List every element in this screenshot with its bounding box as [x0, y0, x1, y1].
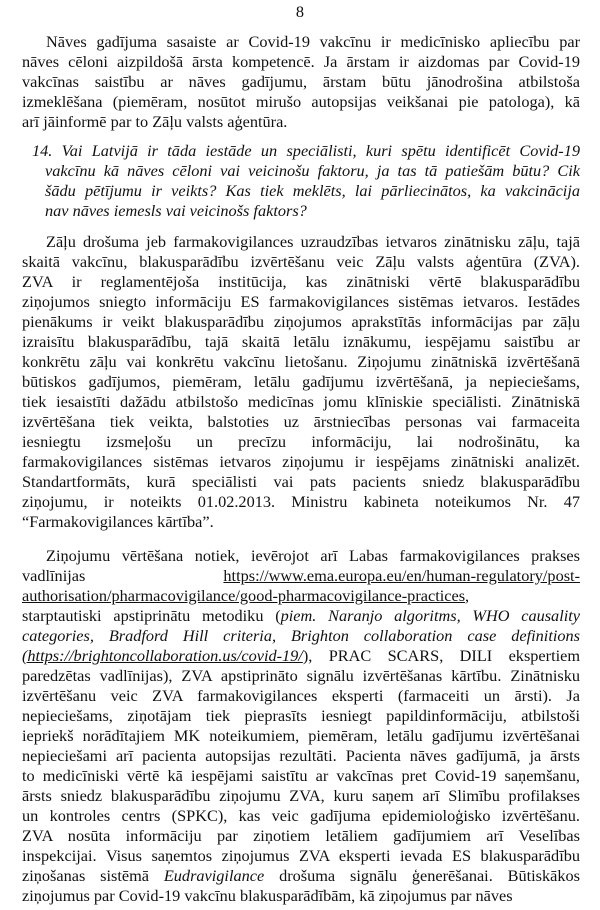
text-line	[22, 606, 580, 626]
text-segment: vadlīnijas	[22, 566, 224, 585]
text-line	[22, 546, 580, 566]
text-segment: “Farmakovigilances kārtība”.	[22, 512, 214, 531]
text-line	[22, 32, 580, 52]
text-line	[22, 332, 580, 352]
text-line	[22, 586, 580, 606]
text-line	[22, 492, 580, 512]
text-segment: ), PRAC SCARS, DILI ekspertiem	[302, 646, 580, 665]
text-line	[22, 412, 580, 432]
text-line	[22, 866, 580, 886]
text-line	[22, 646, 580, 666]
text-line	[32, 161, 580, 181]
text-segment: vakcīnas saistību ar nāves gadījumu, ārstam būtu jānodrošina atbilstoša	[22, 72, 580, 91]
text-segment: izraisītu blakusparādību, tajā skaitā letālu iznākumu, iespējamu saistību ar	[22, 332, 580, 351]
text-segment: drošuma signālu ģenerēšanai. Būtiskākos	[264, 866, 580, 885]
text-segment: nav nāves iemesls vai veicinošs faktors?	[45, 201, 307, 220]
text-segment: iesniegtu izsmeļošu un precīzu informāciju, lai nodrošinātu, ka	[22, 432, 580, 451]
text-segment: tiek iesaistīti dažādu atbilstošo medicīnas jomu klīniskie speciālisti. Zinātniskā	[22, 392, 580, 411]
text-line	[22, 846, 580, 866]
text-segment: Ziņojumu vērtēšana notiek, ievērojot arī Labas farmakovigilances prakses	[46, 546, 580, 565]
url-link[interactable]: https://www.ema.europa.eu/en/human-regulatory/post-	[223, 566, 580, 585]
text-segment: izmeklēšana (piemēram, nosūtot mirušo autopsijas veikšanai pie patologa), kā	[22, 92, 580, 111]
text-line	[22, 806, 580, 826]
text-segment: būtiskos gadījumos, piemēram, letālu gadījumu izvērtēšanā, ja nepieciešams,	[22, 372, 580, 391]
text-line	[22, 706, 580, 726]
text-segment: ziņošanas sistēmā	[22, 866, 164, 885]
text-segment: Zāļu drošuma jeb farmakovigilances uzraudzības ietvaros zinātnisku zāļu, tajā	[46, 232, 580, 251]
text-segment: Eudravigilance	[163, 866, 265, 885]
text-segment: inspekcijai. Visus saņemtos ziņojumus ZVA eksperti ievada ES blakusparādību	[22, 846, 580, 865]
text-line	[22, 372, 580, 392]
text-line	[22, 52, 580, 72]
text-line	[22, 626, 580, 646]
text-segment: vakcīnu kā nāves cēloni vai veicinošu faktoru, ja tas tā patiešām būtu? Cik	[45, 161, 580, 180]
text-segment: šādu pētījumu ir veikts? Kas tiek meklēts, lai pārliecinātos, ka vakcinācija	[45, 181, 580, 200]
text-line	[32, 181, 580, 201]
text-segment: iepriekš norādītajiem MK noteikumiem, piemēram, letālu gadījumu izvērtēšanai	[22, 726, 580, 745]
text-segment: Nāves gadījuma sasaiste ar Covid-19 vakcīnu ir medicīnisko apliecību par	[46, 32, 580, 51]
text-line	[22, 352, 580, 372]
text-line	[22, 272, 580, 292]
text-line	[32, 141, 580, 161]
text-line	[22, 726, 580, 746]
text-segment: izvērtēšana tiek veikta, balstoties uz ārstniecības personas vai farmaceita	[22, 412, 580, 431]
text-segment: skaitā vakcīnu, blakusparādību izvērtēšanu veic Zāļu valsts aģentūra (ZVA).	[22, 252, 580, 271]
text-line	[22, 432, 580, 452]
text-segment: konkrētu zāļu vai konkrētu vakcīnu lietošanu. Ziņojumu zinātniskā izvērtēšanā	[22, 352, 580, 371]
text-line	[22, 786, 580, 806]
text-line	[22, 252, 580, 272]
text-line	[22, 886, 580, 906]
text-segment: ziņojumus par Covid-19 vakcīnu blakusparādībām, kā ziņojumus par nāves	[22, 886, 513, 905]
text-segment: ,	[465, 586, 470, 605]
paragraph-vaccine-death-link	[22, 32, 580, 132]
text-line	[22, 232, 580, 252]
text-line	[32, 201, 580, 221]
text-segment: izvērtēšanu veic ZVA farmakovigilances eksperti (farmaceiti un ārsti). Ja	[22, 686, 580, 705]
text-segment: ārsts sniedz blakusparādību ziņojumu ZVA, kuru saņem arī Slimību profilakses	[22, 786, 580, 805]
url-link[interactable]: authorisation/pharmacovigilance/good-pharmacovigilance-practices	[22, 586, 466, 605]
text-segment: nāves cēloni aizpildošā ārsta kompetencē. Ja ārstam ir aizdomas par Covid-19	[22, 52, 580, 71]
text-line	[22, 72, 580, 92]
text-segment: to medicīniski vērtē kā iespējami saistītu ar vakcīnas pret Covid-19 saņemšanu,	[22, 766, 580, 785]
text-line	[22, 112, 580, 132]
text-segment: pienākums ir veikt blakusparādību ziņojumos aprakstītās informācijas par zāļu	[22, 312, 580, 331]
paragraph-report-evaluation	[22, 546, 580, 906]
text-segment: arī jāinformē par to Zāļu valsts aģentūra.	[22, 112, 288, 131]
text-line	[22, 766, 580, 786]
text-segment: nepieciešami arī pacienta autopsijas rezultāti. Pacienta nāves gadījumā, ja ārsts	[22, 746, 580, 765]
text-segment: Standartformāts, kurā speciālisti vai pats pacients sniedz blakusparādību	[22, 472, 580, 491]
text-segment: piem. Naranjo algoritms, WHO causality	[280, 606, 580, 625]
text-segment: 14. Vai Latvijā ir tāda iestāde un speciālisti, kuri spētu identificēt Covid-19	[32, 141, 580, 160]
text-line	[22, 292, 580, 312]
text-line	[22, 512, 580, 532]
page-number: 8	[295, 2, 305, 21]
text-segment: categories, Bradford Hill criteria, Brighton collaboration case definitions	[22, 626, 580, 645]
text-line	[22, 452, 580, 472]
text-line	[22, 566, 580, 586]
text-line	[22, 826, 580, 846]
text-segment: nepieciešams, ziņotājam tiek pieprasīts iesniegt papildinformāciju, atbilstoši	[22, 706, 580, 725]
url-link[interactable]: (https://brightoncollaboration.us/covid-19/	[22, 646, 303, 665]
text-segment: paredzētas vadlīnijas), ZVA apstiprināto signālu izvērtēšanas kārtību. Zinātnisku	[22, 666, 580, 685]
text-line	[22, 746, 580, 766]
text-line	[22, 312, 580, 332]
text-segment: ZVA nosūta informāciju par ziņotiem letāliem gadījumiem arī Veselības	[22, 826, 580, 845]
text-segment: ziņojumu, ir noteikts 01.02.2013. Ministru kabineta noteikumos Nr. 47	[22, 492, 580, 511]
text-line	[22, 686, 580, 706]
paragraph-pharmacovigilance-zva	[22, 232, 580, 532]
text-segment: un kontroles centrs (SPKC), kas veic gadījuma epidemioloģisko izvērtēšanu.	[22, 806, 580, 825]
text-segment: starptautiski apstiprinātu metodiku (	[22, 606, 281, 625]
text-segment: ziņojumos sniegto informāciju ES farmakovigilances sistēmas ietvaros. Iestādes	[22, 292, 580, 311]
text-segment: ZVA ir reglamentējoša institūcija, kas zinātniski vērtē blakusparādību	[22, 272, 580, 291]
text-line	[22, 472, 580, 492]
text-line	[22, 92, 580, 112]
text-line	[22, 392, 580, 412]
text-segment: farmakovigilances sistēmas ietvaros ziņojumu ir iespējams zinātniski analizēt.	[22, 452, 580, 471]
question-14	[32, 141, 580, 221]
text-line	[22, 666, 580, 686]
